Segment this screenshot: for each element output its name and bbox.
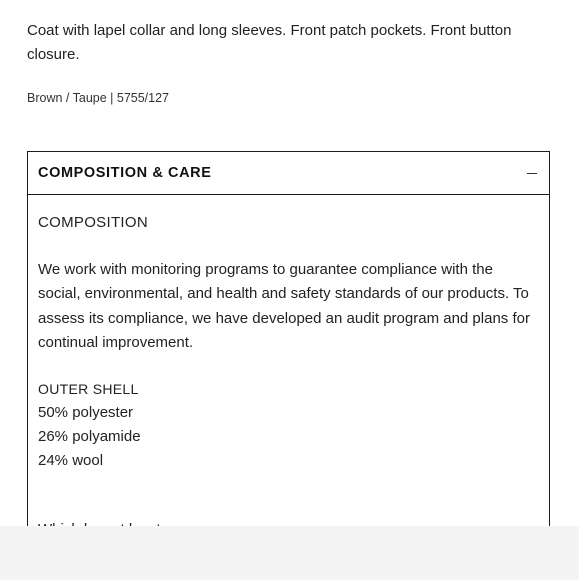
panel-title: COMPOSITION & CARE <box>38 165 212 181</box>
composition-care-panel <box>27 151 550 580</box>
collapse-minus-icon[interactable] <box>527 173 537 174</box>
outer-shell-heading: OUTER SHELL <box>38 381 139 398</box>
panel-body <box>28 195 549 542</box>
bottom-overlay-bar <box>0 526 579 580</box>
product-description: Coat with lapel collar and long sleeves. Front patch pockets. Front button closure. <box>27 22 512 63</box>
color-and-reference: Brown / Taupe | 5755/127 <box>27 91 170 105</box>
compliance-paragraph: We work with monitoring programs to guarantee compliance with the social, environmental, and health and safety standards of our products. To assess its compliance, we have developed an audit program and plans for continual improvement. <box>38 261 530 351</box>
material-line: 24% wool <box>38 452 104 470</box>
material-line: 26% polyamide <box>38 428 141 446</box>
material-line: 50% polyester <box>38 404 134 422</box>
composition-care-header[interactable] <box>28 152 549 195</box>
composition-heading: COMPOSITION <box>38 214 148 231</box>
